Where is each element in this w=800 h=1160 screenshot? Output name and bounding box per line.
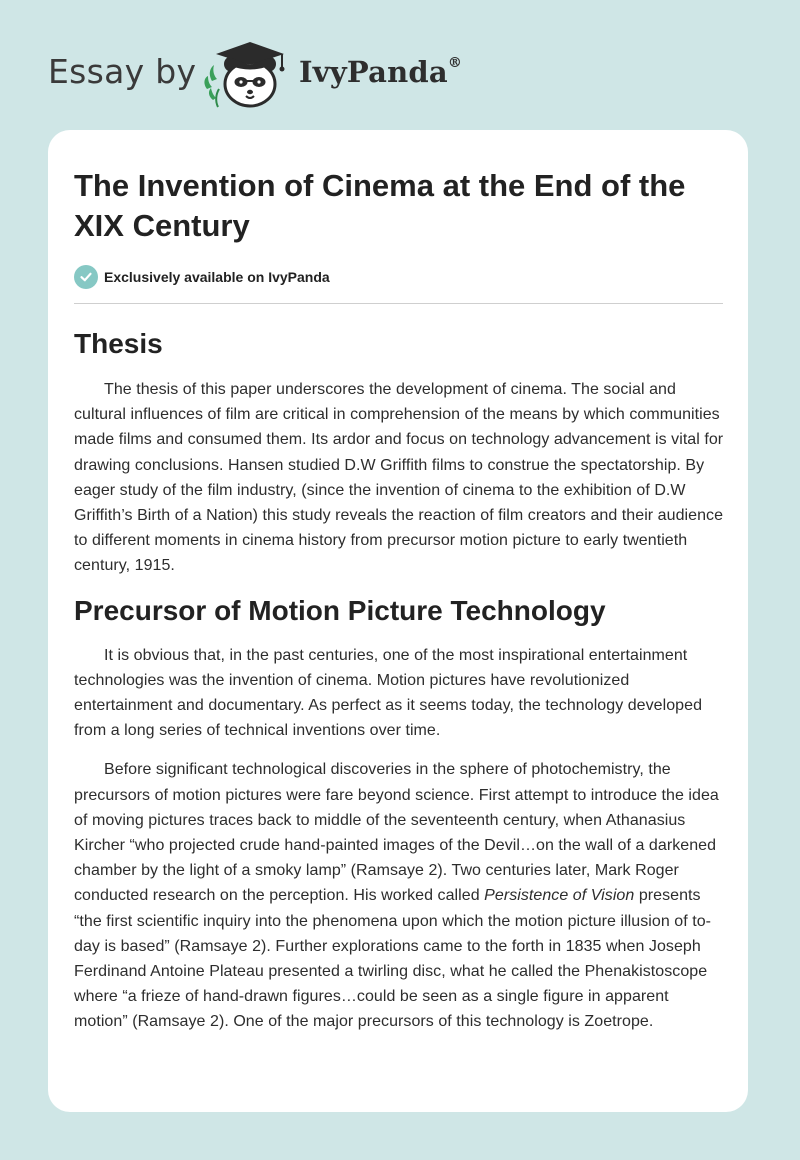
italic-work-title: Persistence of Vision [484, 887, 635, 905]
exclusive-badge [74, 264, 330, 290]
brand-header[interactable] [48, 30, 468, 110]
brand-name-text: IvyPanda [299, 55, 448, 89]
paragraph-text: Before significant technological discoveries in the sphere of photochemistry, the precursors of motion pictures were fare beyond science. First attempt to introduce the idea of moving pictures traces back to middle of the seventeenth century, when Athanasius Kircher “who projected crude hand-painted images of the Devil…on the wall of a darkened chamber by the light of a smoky lamp” (Ramsaye 2). Two centuries later, Mark Roger conducted research on the perception. His worked called [74, 761, 719, 905]
check-circle-icon [74, 265, 98, 289]
registered-mark: ® [447, 55, 463, 72]
paragraph [74, 757, 726, 1034]
paragraph: It is obvious that, in the past centuries, one of the most inspirational entertainment technologies was the invention of cinema. Motion pictures have revolutionized entertainment and documentary. As perfect as it seems today, the technology developed from a long series of technical inventions over time. [74, 646, 703, 740]
paragraph: The thesis of this paper underscores the development of cinema. The social and cultural influences of film are critical in comprehension of the means by which communities made films and consumed them. Its ardor and focus on technology advancement is vital for drawing conclusions. Hansen studied D.W Griffith films to construe the spectatorship. By eager study of the film industry, (since the invention of cinema to the exhibition of D.W Griffith’s Birth of a Nation) this study reveals the reaction of film creators and their audience to different moments in cinema history from precursor motion picture to early twentieth century, 1915. [74, 381, 724, 575]
paragraph-text: presents “the first scientific inquiry into the phenomena upon which the motion picture illusion of to-day is based” (Ramsaye 2). Further explorations came to the forth in 1835 when Joseph Ferdinand Antoine Plateau presented a twirling disc, what he called the Phenakistoscope where “a frieze of hand-drawn figures…could be seen as a single figure in apparent motion” (Ramsaye 2). One of the major precursors of this technology is Zoetrope. [74, 887, 712, 1031]
section-heading-precursor: Precursor of Motion Picture Technology [74, 594, 606, 626]
panda-graduation-cap-icon [198, 34, 294, 110]
brand-name [299, 55, 462, 89]
divider [74, 303, 723, 304]
essay-title: The Invention of Cinema at the End of the XIX Century [74, 168, 686, 243]
badge-text: Exclusively available on IvyPanda [104, 269, 330, 285]
brand-prefix: Essay by [48, 52, 197, 91]
section-heading-thesis: Thesis [74, 328, 163, 359]
essay-card [48, 130, 748, 1112]
essay-body [74, 326, 726, 1035]
